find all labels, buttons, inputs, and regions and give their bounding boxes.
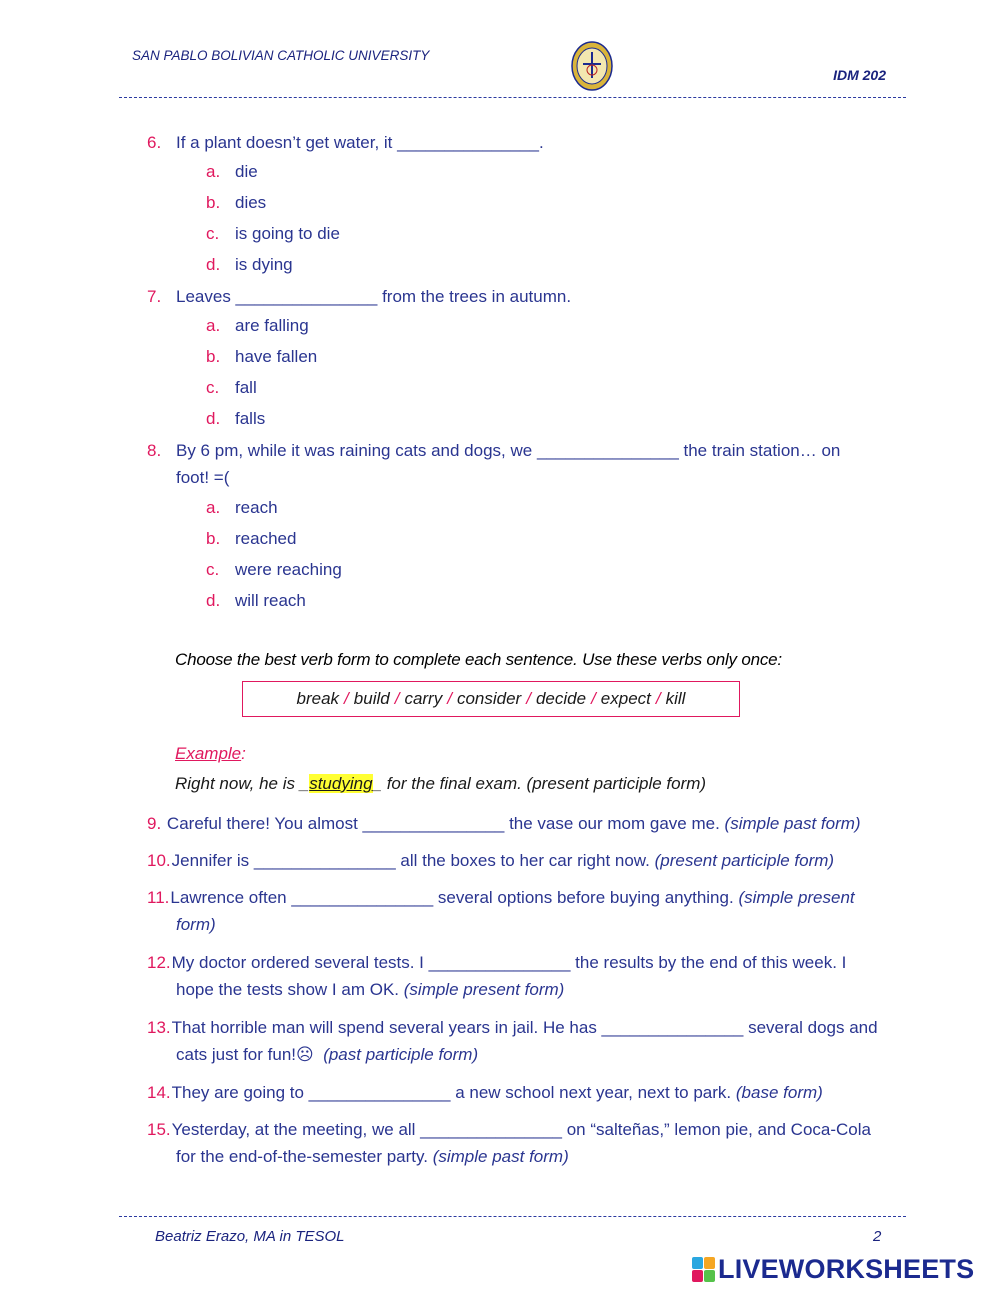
question-number: 8. (147, 441, 162, 460)
question-7 (147, 283, 907, 310)
form-hint: (simple present form) (403, 980, 565, 999)
question-text: Leaves _______________ from the trees in autumn. (176, 287, 572, 306)
verb-word: carry (404, 689, 443, 708)
option-letter: b. (206, 529, 221, 548)
footer-divider (119, 1216, 906, 1217)
form-hint: (base form) (735, 1083, 823, 1102)
option-text: is going to die (235, 224, 340, 243)
question-text-cont: foot! =( (176, 468, 230, 487)
option[interactable] (206, 409, 265, 429)
option-text: were reaching (235, 560, 342, 579)
form-hint: (simple past form) (724, 814, 861, 833)
question-9: 9. Careful there! You almost _______________ the vase our mom gave me. (simple past form) (147, 814, 861, 833)
option-text: die (235, 162, 258, 181)
sad-face-icon: ☹ (296, 1045, 314, 1064)
verb-word: break (296, 689, 340, 708)
option[interactable] (206, 378, 257, 398)
option-letter: d. (206, 255, 221, 274)
section-instruction: Choose the best verb form to complete each sentence. Use these verbs only once: (175, 650, 782, 669)
header-divider (119, 97, 906, 98)
question-12: 12.My doctor ordered several tests. I _______________ the results by the end of this week. I hope the tests show I am OK. (simple present form) (147, 953, 847, 999)
option-text: dies (235, 193, 267, 212)
option-letter: c. (206, 378, 220, 397)
question-14: 14.They are going to _______________ a new school next year, next to park. (base form) (147, 1083, 823, 1102)
example-label: Example: (175, 744, 246, 763)
form-hint: (simple past form) (432, 1147, 569, 1166)
option[interactable] (206, 224, 340, 244)
option[interactable] (206, 255, 293, 275)
form-hint: (simple present (738, 888, 855, 907)
option[interactable] (206, 591, 306, 611)
liveworksheets-watermark: LIVEWORKSHEETS (692, 1253, 974, 1285)
verb-word: kill (665, 689, 686, 708)
question-text: If a plant doesn’t get water, it _______________. (176, 133, 544, 152)
option-letter: c. (206, 224, 220, 243)
verb-word: decide (535, 689, 587, 708)
question-15: 15.Yesterday, at the meeting, we all _______________ on “salteñas,” lemon pie, and Coca-Cola for the end-of-the-semester party. (simple past form) (147, 1120, 871, 1166)
option-text: fall (235, 378, 257, 397)
university-seal-icon (570, 40, 614, 92)
verb-word-box: break / build / carry / consider / decide / expect / kill (242, 681, 740, 717)
question-10: 10.Jennifer is _______________ all the boxes to her car right now. (present participle form) (147, 851, 835, 870)
example-answer: studying (309, 774, 373, 793)
course-code: IDM 202 (833, 67, 886, 83)
liveworksheets-logo-icon (692, 1257, 714, 1281)
question-8 (147, 437, 907, 491)
example-sentence: Right now, he is _studying_ for the final exam. (present participle form) (175, 774, 707, 793)
option-letter: a. (206, 498, 221, 517)
verb-word: expect (600, 689, 651, 708)
form-hint: (past participle form) (323, 1045, 479, 1064)
author-name: Beatriz Erazo, MA in TESOL (155, 1228, 345, 1245)
option-letter: d. (206, 409, 221, 428)
option[interactable] (206, 316, 309, 336)
option-text: have fallen (235, 347, 318, 366)
option-text: reached (235, 529, 297, 548)
option[interactable] (206, 498, 278, 518)
option-letter: d. (206, 591, 221, 610)
question-6 (147, 129, 907, 156)
question-11: 11.Lawrence often _______________ several options before buying anything. (simple present form) (147, 888, 855, 934)
university-name: SAN PABLO BOLIVIAN CATHOLIC UNIVERSITY (132, 48, 430, 63)
option-letter: a. (206, 162, 221, 181)
option-letter: a. (206, 316, 221, 335)
option[interactable] (206, 560, 342, 580)
verb-word: build (353, 689, 390, 708)
option-text: falls (235, 409, 266, 428)
page-number: 2 (873, 1228, 882, 1245)
option[interactable] (206, 162, 258, 182)
option-text: reach (235, 498, 278, 517)
question-text: By 6 pm, while it was raining cats and dogs, we _______________ the train station… on (176, 441, 841, 460)
option[interactable] (206, 529, 296, 549)
question-13: 13.That horrible man will spend several years in jail. He has _______________ several dogs and cats just for fun!☹ (past participle form) (147, 1018, 878, 1064)
question-number: 6. (147, 133, 162, 152)
form-hint: (present participle form) (654, 851, 835, 870)
verb-word: consider (456, 689, 522, 708)
option-text: are falling (235, 316, 309, 335)
option[interactable] (206, 347, 317, 367)
option-text: will reach (235, 591, 306, 610)
option-letter: c. (206, 560, 220, 579)
option-letter: b. (206, 193, 221, 212)
option-letter: b. (206, 347, 221, 366)
question-number: 7. (147, 287, 162, 306)
option-text: is dying (235, 255, 293, 274)
option[interactable] (206, 193, 266, 213)
